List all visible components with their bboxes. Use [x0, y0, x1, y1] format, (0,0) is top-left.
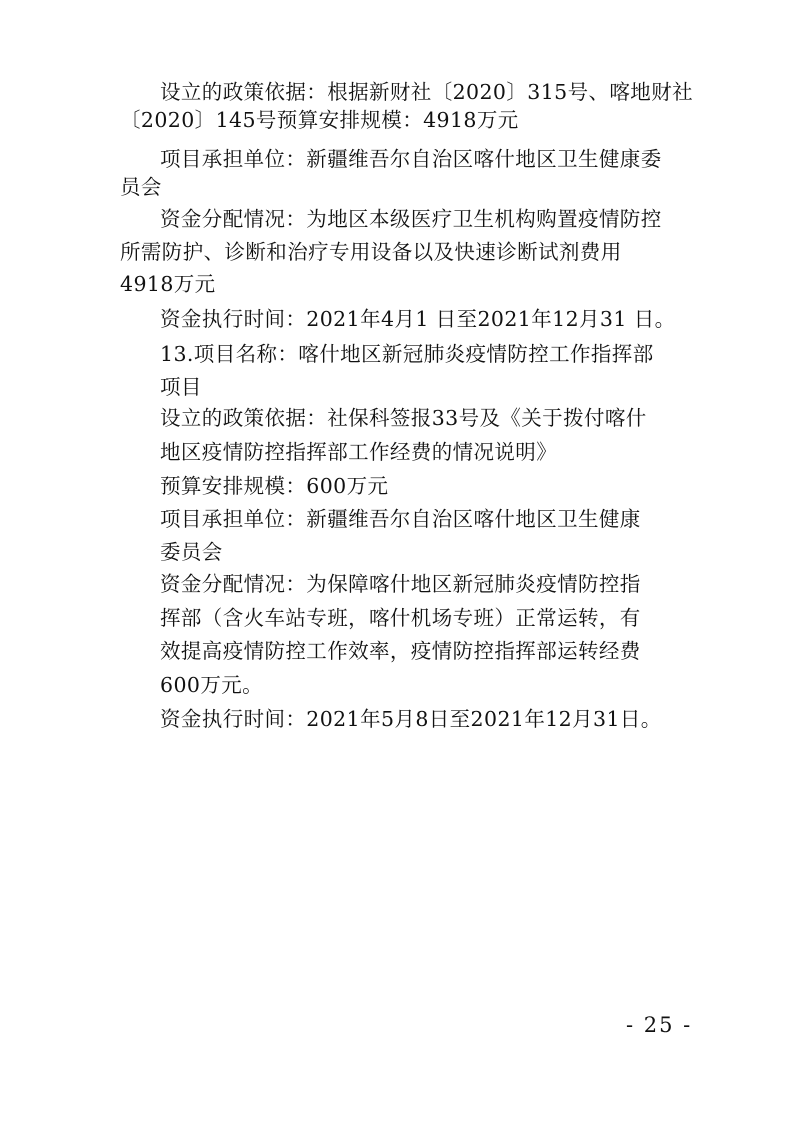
text-line: 13.项目名称：喀什地区新冠肺炎疫情防控工作指挥部	[160, 342, 654, 366]
text-line: 地区疫情防控指挥部工作经费的情况说明》	[160, 440, 558, 464]
text-line: 〔2020〕145号预算安排规模：4918万元	[120, 108, 519, 132]
text-line: 资金执行时间：2021年4月1 日至2021年12月31 日。	[160, 307, 676, 331]
text-line: 4918万元	[120, 272, 216, 296]
text-line: 预算安排规模：600万元	[160, 474, 389, 498]
text-line: 资金分配情况：为地区本级医疗卫生机构购置疫情防控	[160, 207, 662, 231]
text-line: 600万元。	[160, 673, 264, 697]
text-line: 挥部（含火车站专班，喀什机场专班）正常运转，有	[160, 606, 641, 630]
text-line: 效提高疫情防控工作效率，疫情防控指挥部运转经费	[160, 639, 641, 663]
text-line: 设立的政策依据：社保科签报33号及《关于拨付喀什	[160, 406, 647, 430]
text-line: 所需防护、诊断和治疗专用设备以及快速诊断试剂费用	[120, 240, 622, 264]
text-line: 设立的政策依据：根据新财社〔2020〕315号、喀地财社	[160, 80, 693, 104]
text-line: 委员会	[160, 540, 223, 564]
page-number: - 25 -	[626, 1013, 693, 1037]
text-line: 项目	[160, 375, 202, 399]
text-line: 项目承担单位：新疆维吾尔自治区喀什地区卫生健康	[160, 507, 641, 531]
text-line: 资金分配情况：为保障喀什地区新冠肺炎疫情防控指	[160, 572, 641, 596]
text-line: 员会	[120, 175, 162, 199]
text-line: 资金执行时间：2021年5月8日至2021年12月31日。	[160, 707, 662, 731]
text-line: 项目承担单位：新疆维吾尔自治区喀什地区卫生健康委	[160, 147, 662, 171]
